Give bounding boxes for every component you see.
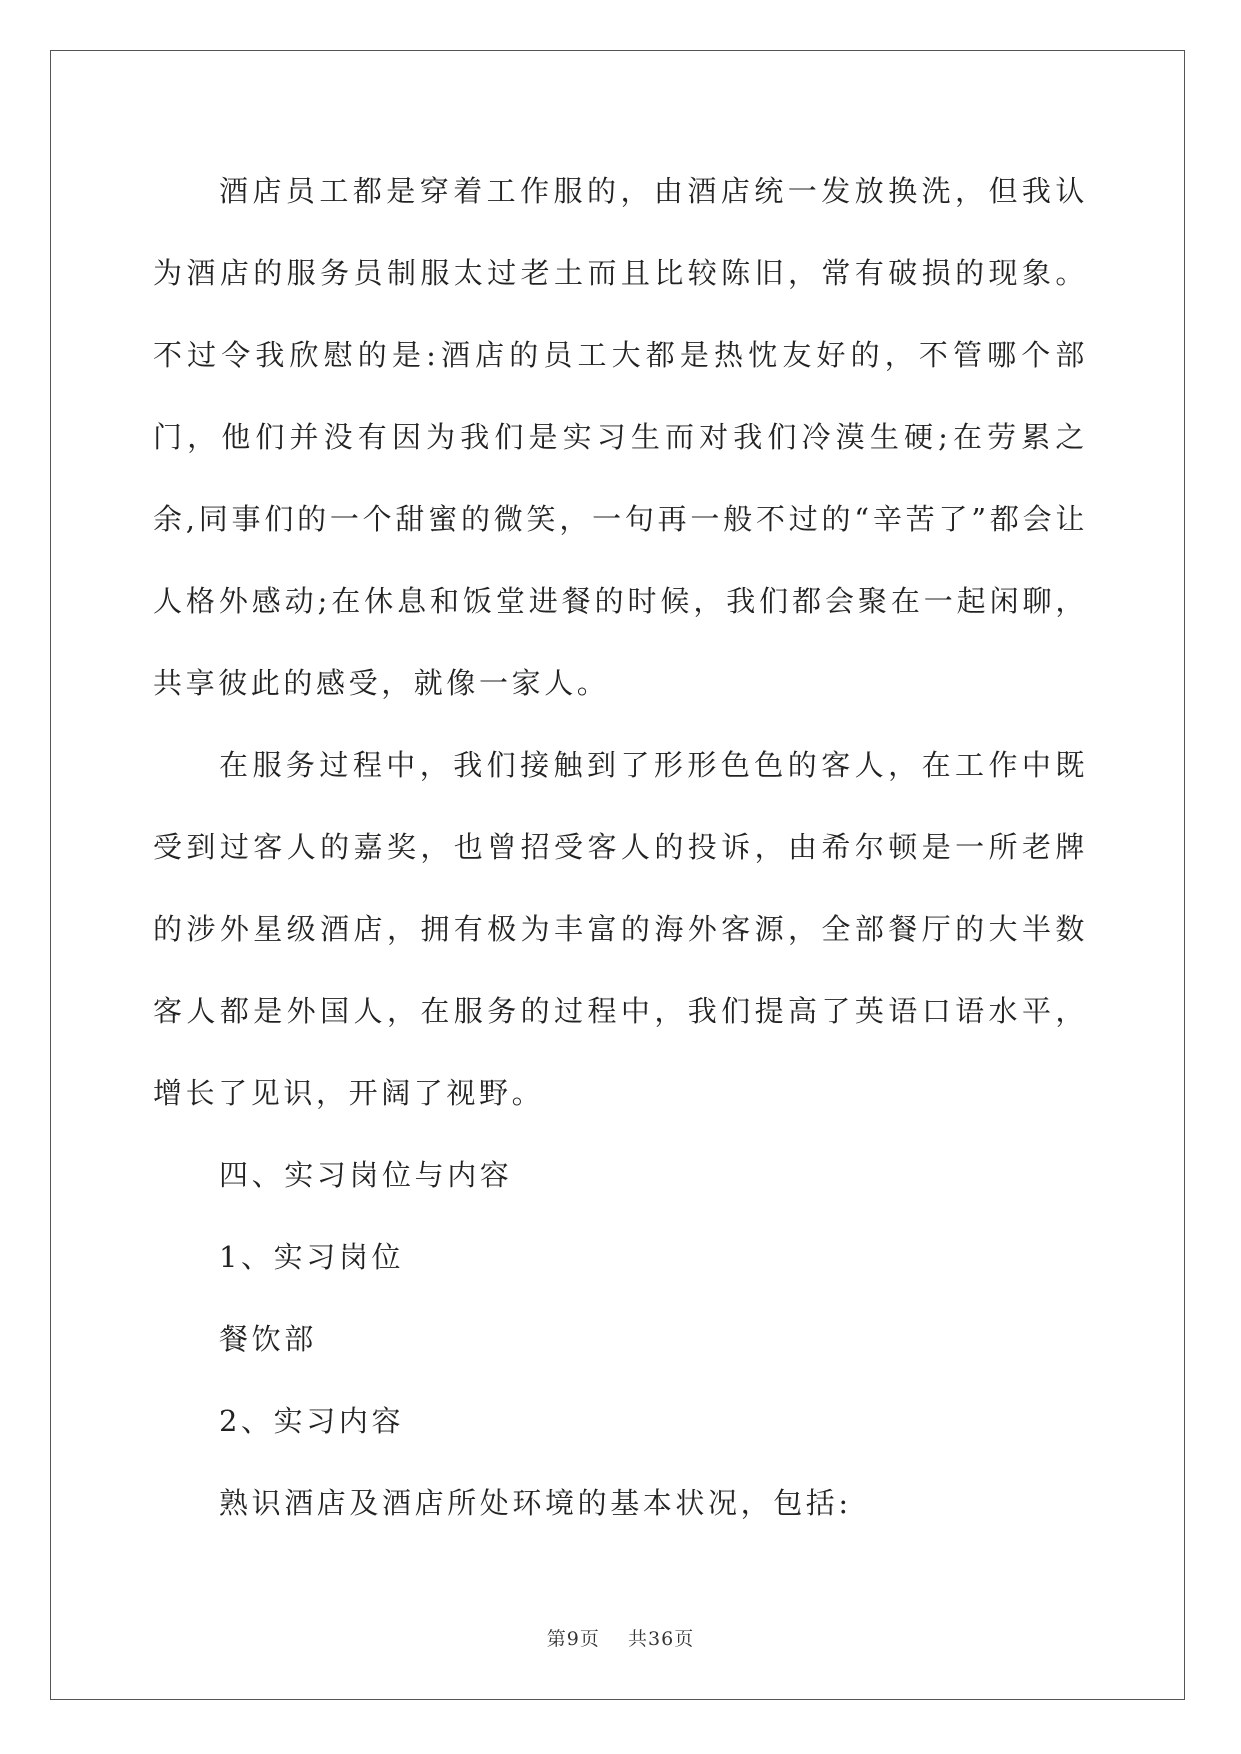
subheading-position: 1、实习岗位 — [219, 1240, 405, 1274]
paragraph-service-process: 在服务过程中，我们接触到了形形色色的客人，在工作中既受到过客人的嘉奖，也曾招受客人的投诉，由希尔顿是一所老牌的涉外星级酒店，拥有极为丰富的海外客源，全部餐厅的大半数客人都是外国人，在服务的过程中，我们提高了英语口语水平，增长了见识，开阔了视野。 — [153, 748, 1088, 1110]
page-number: 第9页 — [546, 1628, 600, 1650]
subheading-content: 2、实习内容 — [219, 1404, 405, 1438]
paragraph-staff-uniform: 酒店员工都是穿着工作服的，由酒店统一发放换洗，但我认为酒店的服务员制服太过老土而且比较陈旧，常有破损的现象。不过令我欣慰的是:酒店的员工大都是热忱友好的，不管哪个部门，他们并没有因为我们是实习生而对我们冷漠生硬;在劳累之余,同事们的一个甜蜜的微笑，一句再一般不过的“辛苦了”都会让人格外感动;在休息和饭堂进餐的时候，我们都会聚在一起闲聊，共享彼此的感受，就像一家人。 — [153, 174, 1088, 700]
page-footer — [0, 1624, 1241, 1651]
section-heading-internship: 四、实习岗位与内容 — [219, 1158, 513, 1192]
position-value: 餐饮部 — [219, 1322, 317, 1356]
document-body — [153, 150, 1088, 1544]
page-total: 共36页 — [628, 1628, 695, 1650]
paragraph-content-intro: 熟识酒店及酒店所处环境的基本状况，包括: — [219, 1486, 852, 1520]
